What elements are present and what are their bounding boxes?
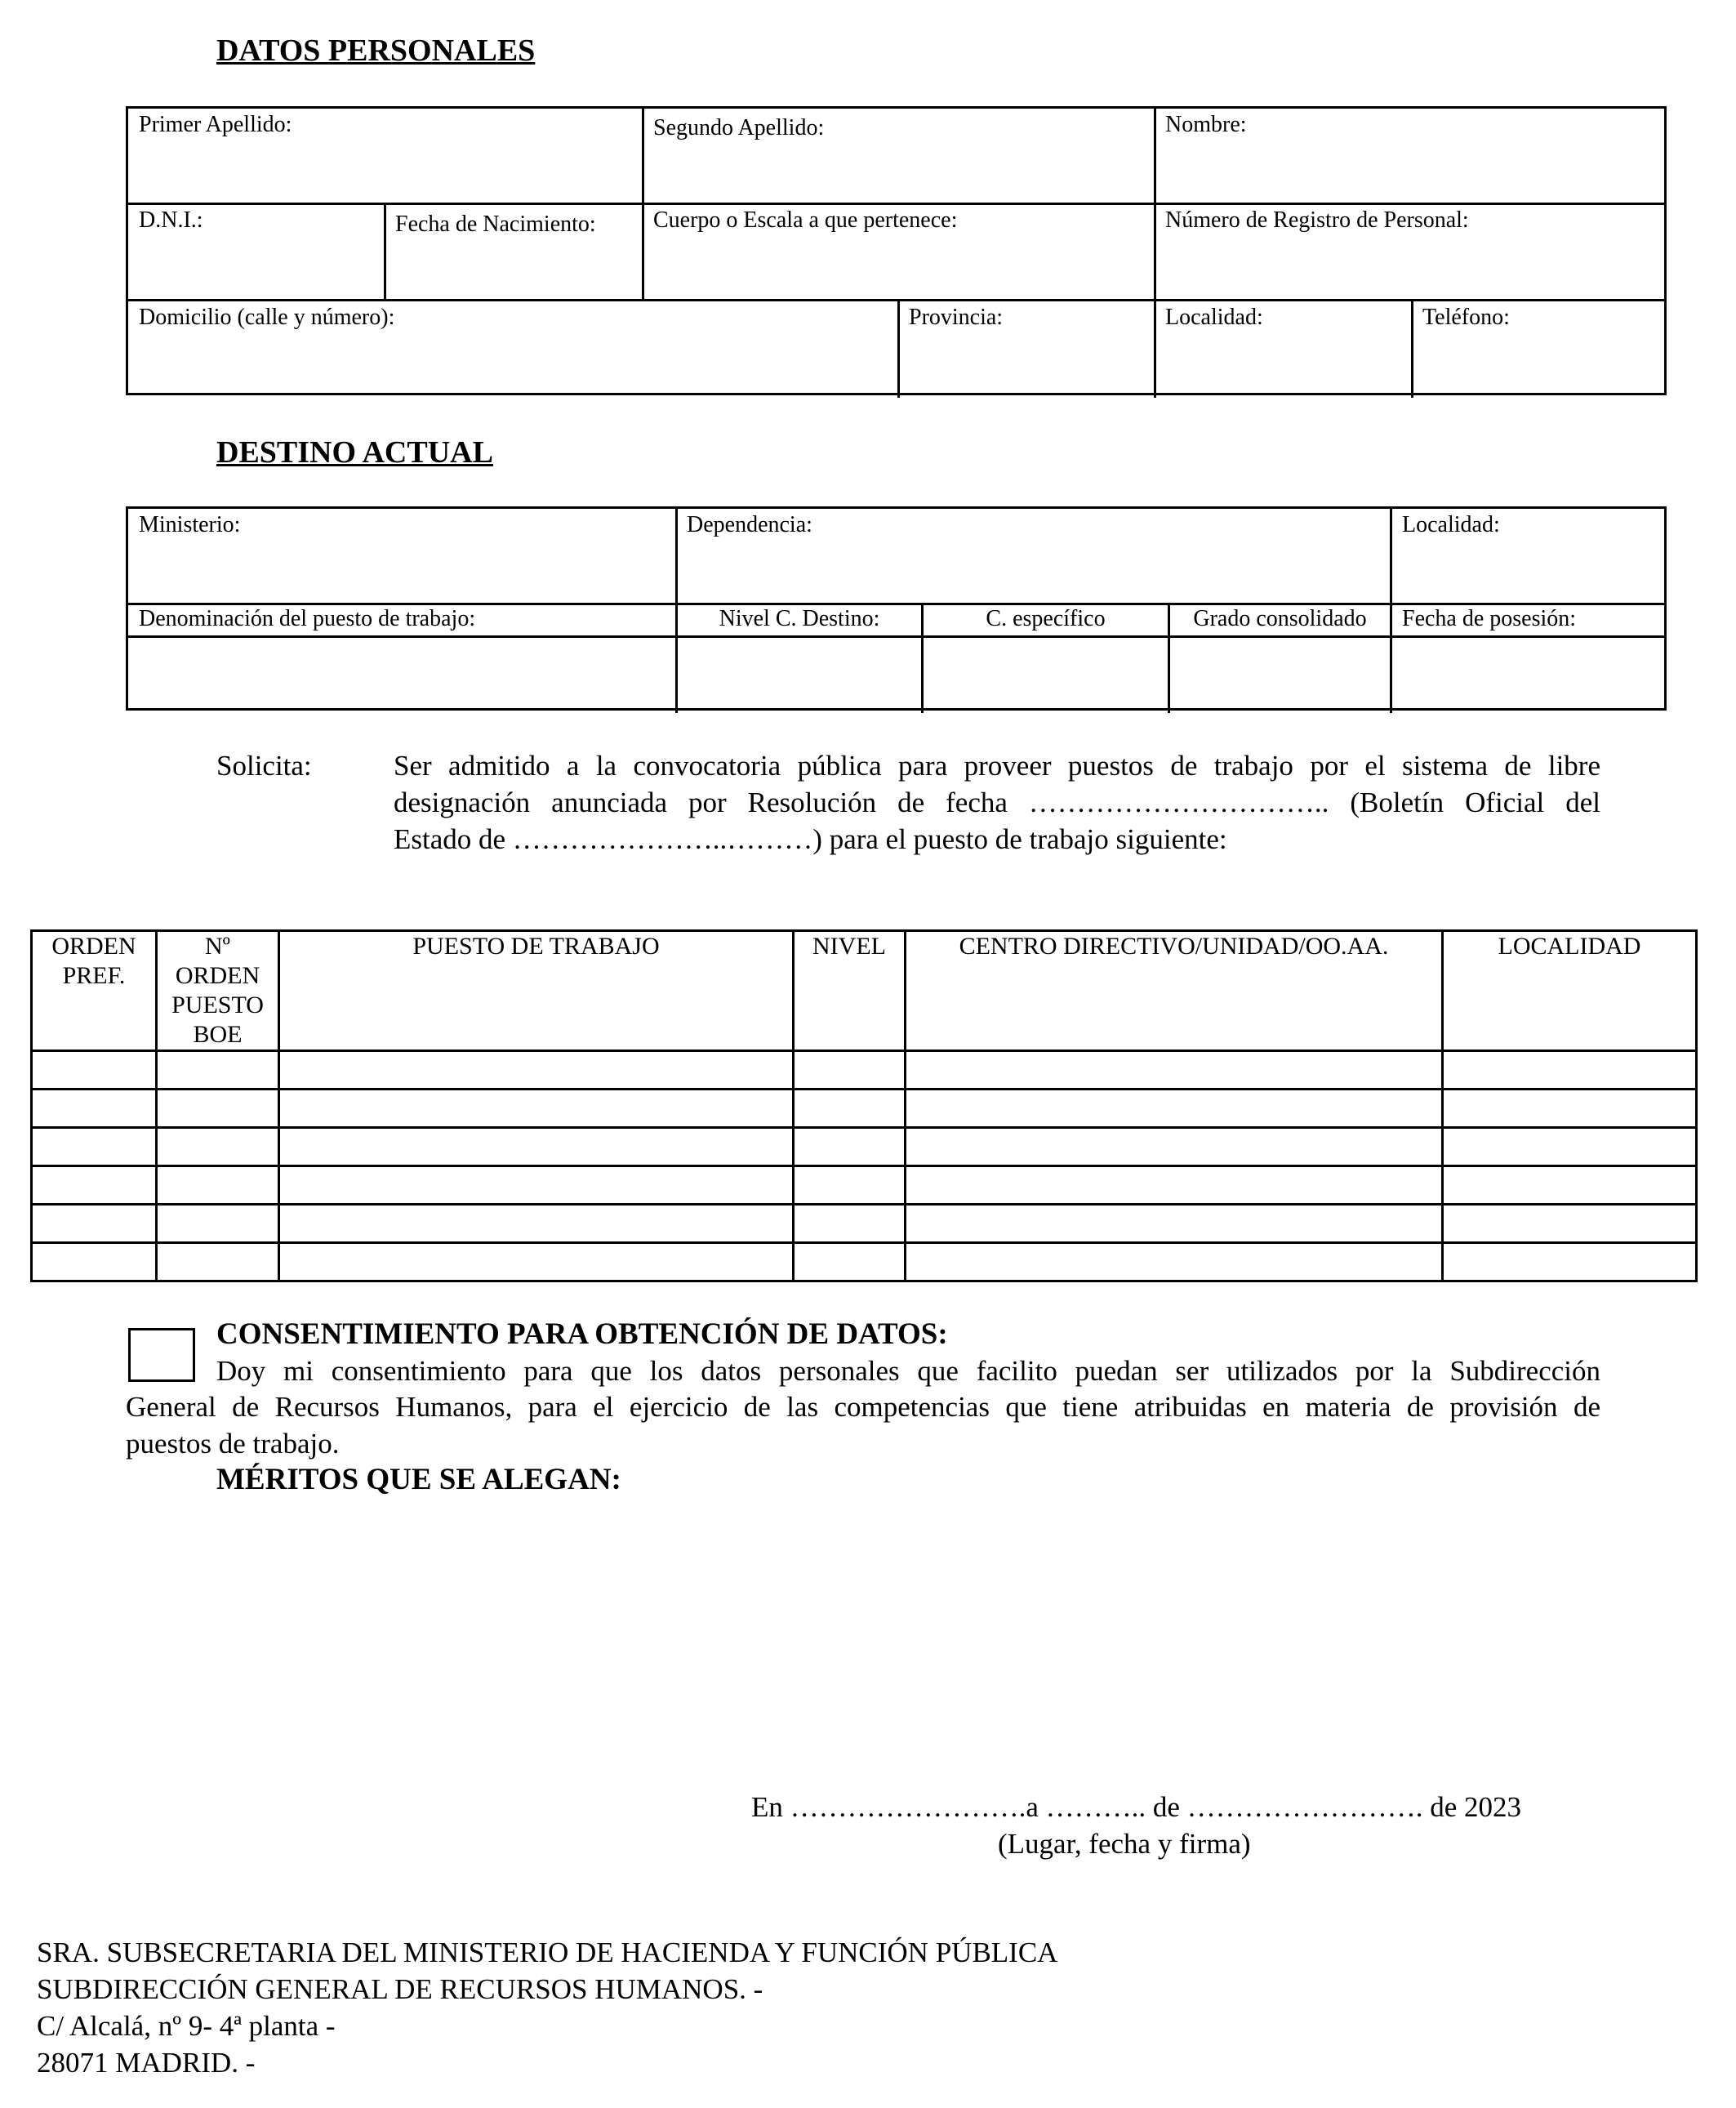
table-row (32, 1128, 1697, 1166)
solicita-line-3: Estado de …………………..………) para el puesto de trabajo siguiente: (394, 823, 1227, 855)
n-orden-puesto-boe-header: Nº ORDEN PUESTO BOE (157, 931, 279, 1051)
footer-line-3: C/ Alcalá, nº 9- 4ª planta - (37, 2010, 336, 2042)
denominacion-input[interactable] (139, 652, 661, 697)
dni-input[interactable] (139, 247, 376, 288)
table-cell[interactable] (794, 1166, 906, 1205)
segundo-apellido-input[interactable] (653, 151, 1143, 192)
segundo-apellido-label: Segundo Apellido: (653, 115, 825, 140)
table-cell[interactable] (32, 1205, 157, 1243)
table-row (32, 1166, 1697, 1205)
domicilio-input[interactable] (139, 344, 886, 385)
table-cell[interactable] (906, 1243, 1443, 1281)
destino-localidad-input[interactable] (1402, 554, 1655, 595)
table-cell[interactable] (906, 1051, 1443, 1090)
consentimiento-line-2: General de Recursos Humanos, para el ejercicio de las competencias que tiene atribuidas en materia de provisión de (126, 1391, 1600, 1423)
footer-line-1: SRA. SUBSECRETARIA DEL MINISTERIO DE HACIENDA Y FUNCIÓN PÚBLICA (37, 1936, 1058, 1968)
consentimiento-title: CONSENTIMIENTO PARA OBTENCIÓN DE DATOS: (216, 1317, 948, 1351)
table-cell[interactable] (32, 1090, 157, 1128)
table-cell[interactable] (1443, 1166, 1697, 1205)
firma-line: En …………………….a ……….. de ……………………. de 2023 (751, 1791, 1521, 1823)
localidad-input[interactable] (1165, 344, 1402, 385)
puestos-table (30, 929, 1698, 1282)
ministerio-label: Ministerio: (139, 512, 241, 537)
firma-caption: (Lugar, fecha y firma) (998, 1828, 1251, 1860)
nombre-label: Nombre: (1165, 112, 1247, 137)
cuerpo-escala-input[interactable] (653, 247, 1143, 288)
c-especifico-label: C. específico (986, 606, 1106, 631)
table-cell[interactable] (1443, 1243, 1697, 1281)
fecha-posesion-input[interactable] (1402, 652, 1655, 697)
destino-localidad-label: Localidad: (1402, 512, 1500, 537)
c-especifico-input[interactable] (933, 652, 1157, 697)
solicita-line-1: Ser admitido a la convocatoria pública para proveer puestos de trabajo por el sistema de libre (394, 750, 1600, 782)
table-cell[interactable] (1443, 1051, 1697, 1090)
table-cell[interactable] (279, 1051, 794, 1090)
destino-actual-table (126, 506, 1667, 711)
table-cell[interactable] (1443, 1205, 1697, 1243)
fecha-posesion-label: Fecha de posesión: (1402, 606, 1577, 631)
dependencia-input[interactable] (687, 554, 1377, 595)
telefono-label: Teléfono: (1422, 305, 1510, 330)
table-cell[interactable] (794, 1128, 906, 1166)
primer-apellido-input[interactable] (139, 151, 629, 192)
table-cell[interactable] (794, 1205, 906, 1243)
nivel-destino-label: Nivel C. Destino: (719, 606, 880, 631)
table-cell[interactable] (32, 1166, 157, 1205)
localidad-label: Localidad: (1165, 305, 1263, 330)
table-cell[interactable] (32, 1243, 157, 1281)
puesto-trabajo-header: PUESTO DE TRABAJO (279, 931, 794, 1051)
dependencia-label: Dependencia: (687, 512, 812, 537)
telefono-input[interactable] (1422, 344, 1659, 385)
table-cell[interactable] (157, 1051, 279, 1090)
nivel-header: NIVEL (794, 931, 906, 1051)
table-cell[interactable] (906, 1128, 1443, 1166)
table-cell[interactable] (157, 1205, 279, 1243)
table-cell[interactable] (279, 1205, 794, 1243)
domicilio-label: Domicilio (calle y número): (139, 305, 395, 330)
footer-line-4: 28071 MADRID. - (37, 2047, 256, 2079)
table-row (32, 1243, 1697, 1281)
numero-registro-input[interactable] (1165, 247, 1655, 288)
datos-personales-heading: DATOS PERSONALES (216, 33, 536, 68)
solicita-line-2: designación anunciada por Resolución de fecha ………………………….. (Boletín Oficial del (394, 787, 1600, 818)
table-row (32, 1051, 1697, 1090)
table-cell[interactable] (32, 1051, 157, 1090)
table-cell[interactable] (794, 1090, 906, 1128)
meritos-title: MÉRITOS QUE SE ALEGAN: (216, 1463, 621, 1496)
ministerio-input[interactable] (139, 554, 661, 595)
table-cell[interactable] (279, 1090, 794, 1128)
denominacion-label: Denominación del puesto de trabajo: (139, 606, 476, 631)
table-cell[interactable] (906, 1090, 1443, 1128)
table-cell[interactable] (157, 1090, 279, 1128)
table-cell[interactable] (794, 1243, 906, 1281)
grado-consolidado-label: Grado consolidado (1193, 606, 1367, 631)
table-row (32, 1205, 1697, 1243)
provincia-input[interactable] (909, 344, 1146, 385)
table-cell[interactable] (906, 1205, 1443, 1243)
dni-label: D.N.I.: (139, 207, 203, 233)
fecha-nacimiento-input[interactable] (395, 247, 632, 288)
table-cell[interactable] (157, 1128, 279, 1166)
nombre-input[interactable] (1165, 151, 1655, 192)
table-cell[interactable] (1443, 1090, 1697, 1128)
table-cell[interactable] (157, 1166, 279, 1205)
provincia-label: Provincia: (909, 305, 1004, 330)
table-cell[interactable] (279, 1128, 794, 1166)
puestos-header-row (32, 931, 1697, 1051)
footer-line-2: SUBDIRECCIÓN GENERAL DE RECURSOS HUMANOS. - (37, 1973, 763, 2005)
table-cell[interactable] (1443, 1128, 1697, 1166)
primer-apellido-label: Primer Apellido: (139, 112, 292, 137)
table-cell[interactable] (906, 1166, 1443, 1205)
table-row (32, 1090, 1697, 1128)
fecha-nacimiento-label: Fecha de Nacimiento: (395, 212, 596, 237)
consentimiento-checkbox[interactable] (128, 1328, 195, 1382)
grado-consolidado-input[interactable] (1179, 652, 1379, 697)
datos-personales-table (126, 106, 1667, 395)
table-cell[interactable] (279, 1243, 794, 1281)
table-cell[interactable] (157, 1243, 279, 1281)
localidad-header: LOCALIDAD (1443, 931, 1697, 1051)
consentimiento-line-3: puestos de trabajo. (126, 1428, 340, 1460)
numero-registro-label: Número de Registro de Personal: (1165, 207, 1469, 233)
table-cell[interactable] (32, 1128, 157, 1166)
solicita-label: Solicita: (216, 750, 312, 782)
meritos-textarea[interactable] (126, 1511, 1604, 1776)
consentimiento-line-1: Doy mi consentimiento para que los datos personales que facilito puedan ser utilizados por la Subdirección (216, 1355, 1600, 1387)
centro-directivo-header: CENTRO DIRECTIVO/UNIDAD/OO.AA. (906, 931, 1443, 1051)
table-cell[interactable] (279, 1166, 794, 1205)
cuerpo-escala-label: Cuerpo o Escala a que pertenece: (653, 207, 958, 233)
table-cell[interactable] (794, 1051, 906, 1090)
orden-pref-header: ORDEN PREF. (32, 931, 157, 1051)
destino-actual-heading: DESTINO ACTUAL (216, 435, 493, 470)
nivel-destino-input[interactable] (687, 652, 911, 697)
